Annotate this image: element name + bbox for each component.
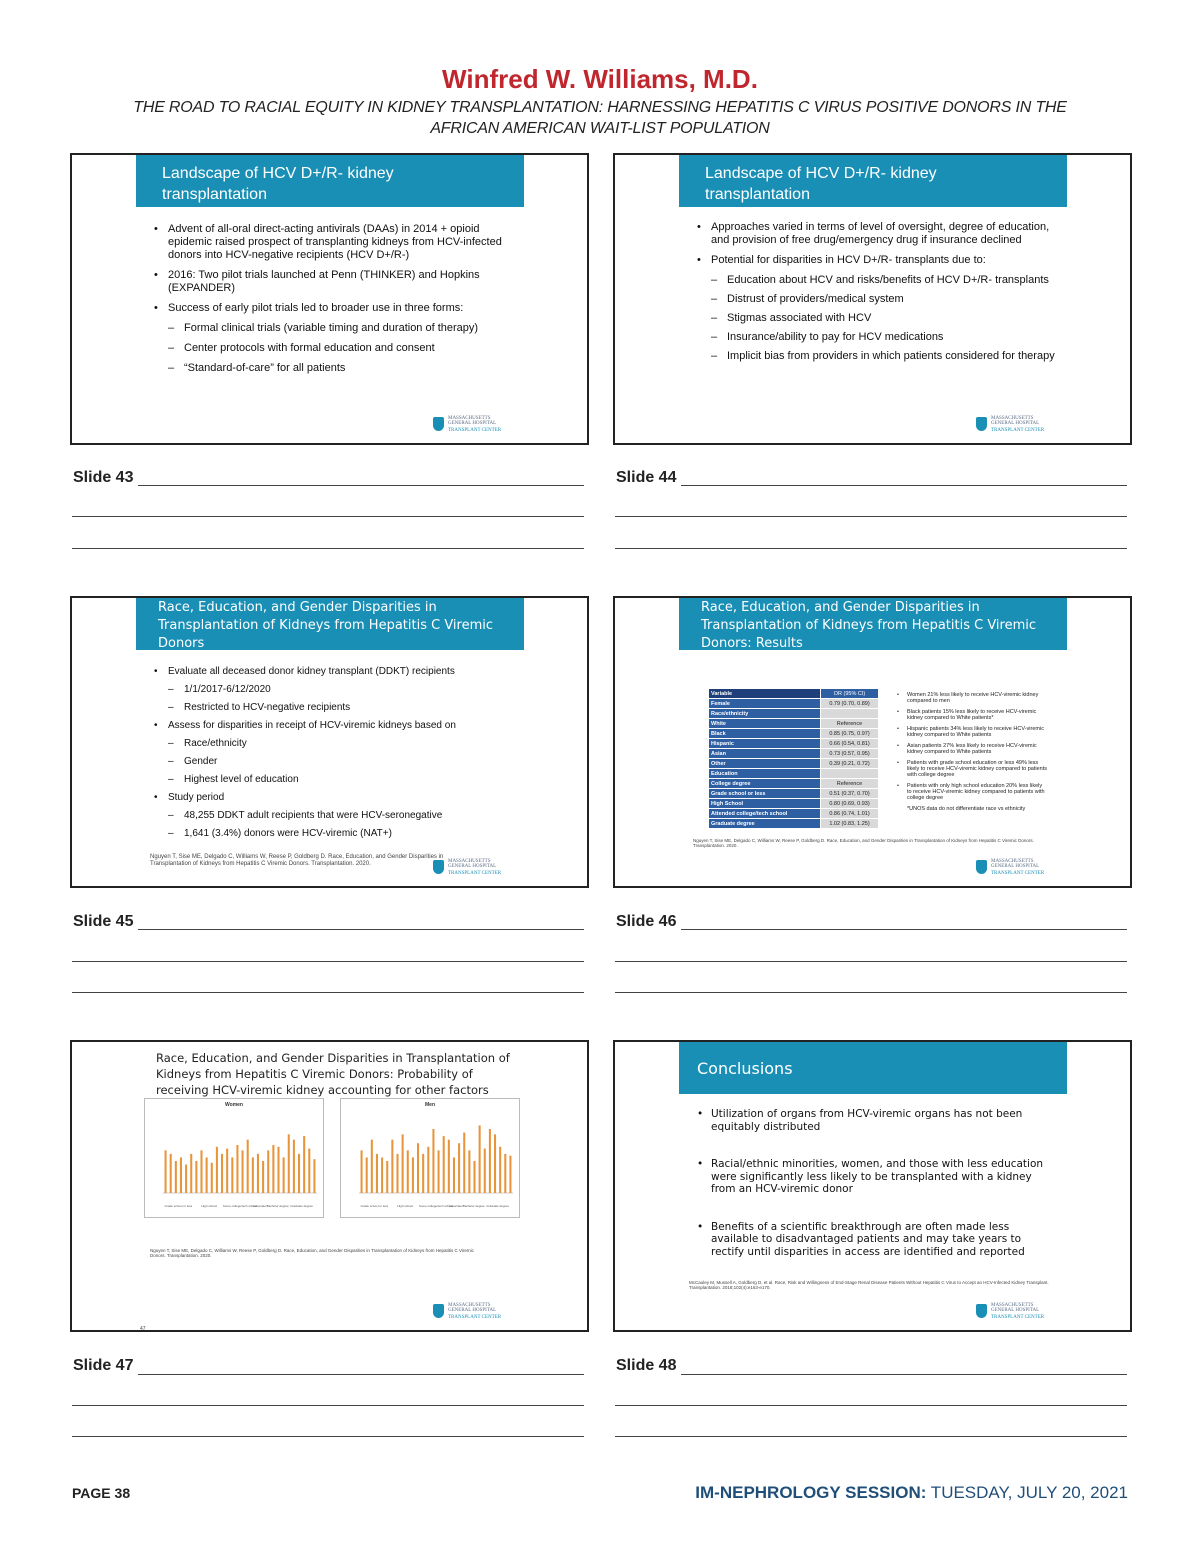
variable-cell: Grade school or less [709,789,821,799]
table-row [709,699,879,709]
sub-bullet: – 1/1/2017-6/12/2020 [152,684,522,696]
table-row [709,819,879,829]
logo-line2: TRANSPLANT CENTER [991,1315,1045,1320]
note-footnote: *UNOS data do not differentiate race vs ethnicity [907,806,1026,812]
variable-cell: Attended college/tech school [709,809,821,819]
variable-cell: Education [709,769,821,779]
bar [303,1136,305,1193]
bar [422,1154,424,1193]
note-line [615,1405,1127,1406]
bullet: • Study period [152,792,522,804]
or-cell: 0.80 (0.69, 0.93) [821,799,879,809]
note-bullet: • Hispanic patients 34% less likely to receive HCV-viremic kidney compared to White patients [897,726,1047,738]
or-cell: 0.51 (0.37, 0.70) [821,789,879,799]
table-row [709,769,879,779]
variable-cell: High School [709,799,821,809]
logo-line1: MASSACHUSETTS GENERAL HOSPITAL [448,416,497,426]
mgh-logo [976,415,1052,435]
note-line [681,929,1127,930]
bullet: • Assess for disparities in receipt of HCV-viremic kidneys based on [152,720,522,732]
category-label: High school [397,1204,414,1208]
citation: Nguyen T, Sise ME, Delgado C, Williams W, Reese P, Goldberg D. Race, Education, and Gender Disparities in Transplantation of Kidneys from Hepatitis C Viremic Donors. Transplantation. 2020. [693,838,1034,848]
variable-cell: Other [709,759,821,769]
bar [371,1140,373,1193]
bar [463,1133,465,1193]
bar [206,1157,208,1193]
bar [407,1150,409,1193]
bar [479,1125,481,1193]
sub-bullet: – Gender [152,756,522,768]
sub-bullet: – Race/ethnicity [152,738,522,750]
bar [165,1150,167,1193]
logo-line2: TRANSPLANT CENTER [991,428,1045,433]
sub-bullet: – 1,641 (3.4%) donors were HCV-viremic (NAT+) [152,828,522,840]
category-label: High school [201,1204,218,1208]
bar-chart-men [341,1099,521,1219]
or-cell: 0.39 (0.21, 0.72) [821,759,879,769]
bar [242,1150,244,1193]
or-cell: OR (95% CI) [821,689,879,699]
or-cell: 1.02 (0.83, 1.25) [821,819,879,829]
note-line [615,1436,1127,1437]
bar [448,1140,450,1193]
or-cell: 0.73 (0.57, 0.95) [821,749,879,759]
category-label: Associate/Bachelor degree [252,1204,289,1208]
note-line [138,1374,584,1375]
logo-line1: MASSACHUSETTS GENERAL HOSPITAL [991,1303,1040,1313]
citation: Nguyen T, Sise ME, Delgado C, Williams W, Reese P, Goldberg D. Race, Education, and Gender Disparities in Transplantation of Kidneys from Hepatitis C Viremic Donors. Transplantation. 2020. [150,854,444,867]
note-line [72,992,584,993]
bar [458,1143,460,1193]
bar [195,1161,197,1193]
bar [236,1145,238,1193]
bullet: • Potential for disparities in HCV D+/R- transplants due to: [695,254,1055,267]
chart-title: Men [425,1102,435,1108]
bar [267,1150,269,1193]
or-cell: 0.79 (0.70, 0.89) [821,699,879,709]
session-name: IM-NEPHROLOGY SESSION: [695,1483,927,1502]
citation: Nguyen T, Sise ME, Delgado C, Williams W, Reese P, Goldberg D. Race, Education, and Gender Disparities in Transplantation of Kidneys from Hepatitis C Viremic Donors. Transplantation. 2020. [150,1248,474,1258]
bar [231,1157,233,1193]
category-label: Some college/tech school [222,1204,258,1208]
bar [200,1150,202,1193]
bar [272,1145,274,1193]
bar [504,1154,506,1193]
slide-48 [613,1040,1132,1332]
category-label: Grade school or less [164,1204,193,1208]
slide-label-46: Slide 46 [616,913,677,930]
bullet: • Benefits of a scientific breakthrough are often made less available to disadvantaged patients and may take years to rectify until disparities in access are identified and reported [695,1221,1055,1259]
bullet: • Evaluate all deceased donor kidney transplant (DDKT) recipients [152,666,522,678]
chart-men [340,1098,520,1218]
shield-icon [976,1304,987,1318]
note-bullet: • Patients with grade school education or less 49% less likely to receive HCV-viremic kidney compared to patients with college degree [897,760,1047,778]
shield-icon [433,860,444,874]
bar [211,1163,213,1193]
bar [226,1149,228,1193]
slide-title: Landscape of HCV D+/R- kidney transplantation [679,155,1067,207]
or-cell: Reference [821,779,879,789]
slide-title: Race, Education, and Gender Disparities in Transplantation of Kidneys from Hepatitis C Viremic Donors: Probability of receiving HCV-viremic kidney accounting for other factors [156,1051,510,1097]
mgh-logo [976,1302,1052,1322]
bullet: • Success of early pilot trials led to broader use in three forms: [152,302,522,315]
variable-cell: Hispanic [709,739,821,749]
note-line [615,516,1127,517]
bar [427,1147,429,1193]
note-line [72,1436,584,1437]
variable-cell: Asian [709,749,821,759]
chart-women [144,1098,324,1218]
logo-line1: MASSACHUSETTS GENERAL HOSPITAL [448,1303,497,1313]
table-row [709,689,879,699]
note-line [72,1405,584,1406]
logo-line1: MASSACHUSETTS GENERAL HOSPITAL [448,859,497,869]
sub-bullet: – “Standard-of-care” for all patients [152,362,522,375]
chart-title: Women [225,1102,243,1108]
slide-47 [70,1040,589,1332]
bar [438,1150,440,1193]
bar [402,1134,404,1193]
bar [221,1154,223,1193]
slide-body [695,221,1055,370]
table-row [709,719,879,729]
slide-44 [613,153,1132,445]
note-bullet: • Black patients 15% less likely to receive HCV-viremic kidney compared to White patients* [897,709,1047,721]
variable-cell: Race/ethnicity [709,709,821,719]
table-row [709,789,879,799]
bar-chart-women [145,1099,325,1219]
bar [361,1150,363,1193]
slide-title: Landscape of HCV D+/R- kidney transplantation [136,155,524,207]
logo-line2: TRANSPLANT CENTER [991,871,1045,876]
bullet: • Racial/ethnic minorities, women, and those with less education were significantly less likely to be transplanted with a kidney from an HCV-viremic donor [695,1158,1055,1196]
slide-title: Race, Education, and Gender Disparities in Transplantation of Kidneys from Hepatitis C Viremic Donors [136,598,524,650]
sub-bullet: – Highest level of education [152,774,522,786]
bar [443,1136,445,1193]
talk-title: THE ROAD TO RACIAL EQUITY IN KIDNEY TRANSPLANTATION: HARNESSING HEPATITIS C VIRUS POSITIVE DONORS IN THE AFRICAN AMERICAN WAIT-LIST POPULATION [133,99,1067,137]
bullet: • 2016: Two pilot trials launched at Penn (THINKER) and Hopkins (EXPANDER) [152,269,522,295]
bar [170,1154,172,1193]
note-line [72,516,584,517]
bar [252,1157,254,1193]
mgh-logo [976,858,1052,878]
note-line [615,961,1127,962]
table-row [709,729,879,739]
bar [308,1149,310,1193]
slide-body [152,223,522,382]
or-cell [821,709,879,719]
bar [473,1161,475,1193]
bar [494,1134,496,1193]
slide-label-48: Slide 48 [616,1357,677,1374]
bar [288,1134,290,1193]
table-row [709,759,879,769]
category-label: Grade school or less [360,1204,389,1208]
bar [381,1157,383,1193]
logo-line2: TRANSPLANT CENTER [448,871,502,876]
note-line [138,485,584,486]
bullet: • Utilization of organs from HCV-viremic organs has not been equitably distributed [695,1108,1055,1133]
note-line [681,1374,1127,1375]
bar [391,1140,393,1193]
bar [366,1157,368,1193]
shield-icon [433,417,444,431]
shield-icon [976,860,987,874]
bar [376,1154,378,1193]
session-footer [695,1483,1128,1503]
bar [313,1159,315,1193]
category-label: Graduate degree [290,1204,313,1208]
slide-body [695,1108,1055,1265]
table-row [709,809,879,819]
variable-cell: Black [709,729,821,739]
logo-line1: MASSACHUSETTS GENERAL HOSPITAL [991,859,1040,869]
bar [412,1157,414,1193]
slide-43 [70,153,589,445]
bar [396,1154,398,1193]
logo-line2: TRANSPLANT CENTER [448,428,502,433]
slide-45 [70,596,589,888]
table-row [709,799,879,809]
bar [489,1129,491,1193]
sub-bullet: – Education about HCV and risks/benefits of HCV D+/R- transplants [695,274,1055,287]
sub-bullet: – Distrust of providers/medical system [695,293,1055,306]
note-line [615,548,1127,549]
bar [190,1154,192,1193]
category-label: Some college/tech school [418,1204,454,1208]
or-cell: 0.66 (0.54, 0.81) [821,739,879,749]
or-cell: Reference [821,719,879,729]
note-bullet: • Women 21% less likely to receive HCV-viremic kidney compared to men [897,692,1047,704]
sub-bullet: – 48,255 DDKT adult recipients that were HCV-seronegative [152,810,522,822]
bar [216,1147,218,1193]
sub-bullet: – Center protocols with formal education and consent [152,342,522,355]
bar [180,1157,182,1193]
bar [432,1129,434,1193]
note-bullet: • Patients with only high school education 20% less likely to receive HCV-viremic kidney compared to patients with college degree [897,783,1047,801]
slide-label-43: Slide 43 [73,469,134,486]
page-number: 47 [140,1326,146,1332]
bar [262,1161,264,1193]
bar [185,1165,187,1193]
bar [247,1140,249,1193]
sub-bullet: – Restricted to HCV-negative recipients [152,702,522,714]
sub-bullet: – Implicit bias from providers in which patients considered for therapy [695,350,1055,363]
sub-bullet: – Stigmas associated with HCV [695,312,1055,325]
or-cell: 0.85 (0.75, 0.97) [821,729,879,739]
mgh-logo [433,1302,509,1322]
bar [417,1143,419,1193]
results-table [708,688,879,829]
shield-icon [433,1304,444,1318]
bullet: • Approaches varied in terms of level of oversight, degree of education, and provision of free drug/emergency drug if insurance declined [695,221,1055,247]
slide-46 [613,596,1132,888]
shield-icon [976,417,987,431]
sub-bullet: – Insurance/ability to pay for HCV medications [695,331,1055,344]
note-line [72,961,584,962]
variable-cell: Female [709,699,821,709]
bar [257,1154,259,1193]
slide-title: Race, Education, and Gender Disparities in Transplantation of Kidneys from Hepatitis C Viremic Donors: Results [679,598,1067,650]
variable-cell: Graduate degree [709,819,821,829]
variable-cell: Variable [709,689,821,699]
bar [509,1156,511,1193]
note-line [72,548,584,549]
citation: McCauley M, Mussell A, Goldberg D, et al. Race, Risk and Willingness of End-Stage Renal Disease Patients Without Hepatitis C Virus to Accept an HCV-Infected Kidney Transplant. Transplantation. 2018;102(4):e163-e170. [689,1280,1049,1290]
bar [386,1161,388,1193]
bar [468,1150,470,1193]
results-notes [897,692,1047,817]
variable-cell: College degree [709,779,821,789]
logo-line1: MASSACHUSETTS GENERAL HOSPITAL [991,416,1040,426]
slide-label-44: Slide 44 [616,469,677,486]
mgh-logo [433,415,509,435]
bullet: • Advent of all-oral direct-acting antivirals (DAAs) in 2014 + opioid epidemic raised prospect of transplanting kidneys from HCV-infected donors into HCV-negative recipients (HCV D+/R-) [152,223,522,262]
bar [175,1161,177,1193]
slide-label-45: Slide 45 [73,913,134,930]
bar [499,1147,501,1193]
bar [277,1147,279,1193]
table-row [709,779,879,789]
sub-bullet: – Formal clinical trials (variable timing and duration of therapy) [152,322,522,335]
session-date: TUESDAY, JULY 20, 2021 [926,1483,1128,1502]
author-name: Winfred W. Williams, M.D. [442,64,758,94]
table-row [709,749,879,759]
note-bullet: • Asian patients 27% less likely to receive HCV-viremic kidney compared to White patients [897,743,1047,755]
table-row [709,709,879,719]
bar [283,1157,285,1193]
category-label: Graduate degree [486,1204,509,1208]
or-cell: 0.86 (0.74, 1.01) [821,809,879,819]
note-line [615,992,1127,993]
table-row [709,739,879,749]
slide-body [152,666,522,847]
slide-title: Conclusions [679,1042,1067,1094]
slide-label-47: Slide 47 [73,1357,134,1374]
logo-line2: TRANSPLANT CENTER [448,1315,502,1320]
bar [453,1157,455,1193]
or-cell [821,769,879,779]
bar [293,1140,295,1193]
variable-cell: White [709,719,821,729]
bar [484,1149,486,1193]
category-label: Associate/Bachelor degree [448,1204,485,1208]
bar [298,1154,300,1193]
mgh-logo [433,858,509,878]
page-number: PAGE 38 [72,1485,131,1501]
note-line [138,929,584,930]
note-line [681,485,1127,486]
